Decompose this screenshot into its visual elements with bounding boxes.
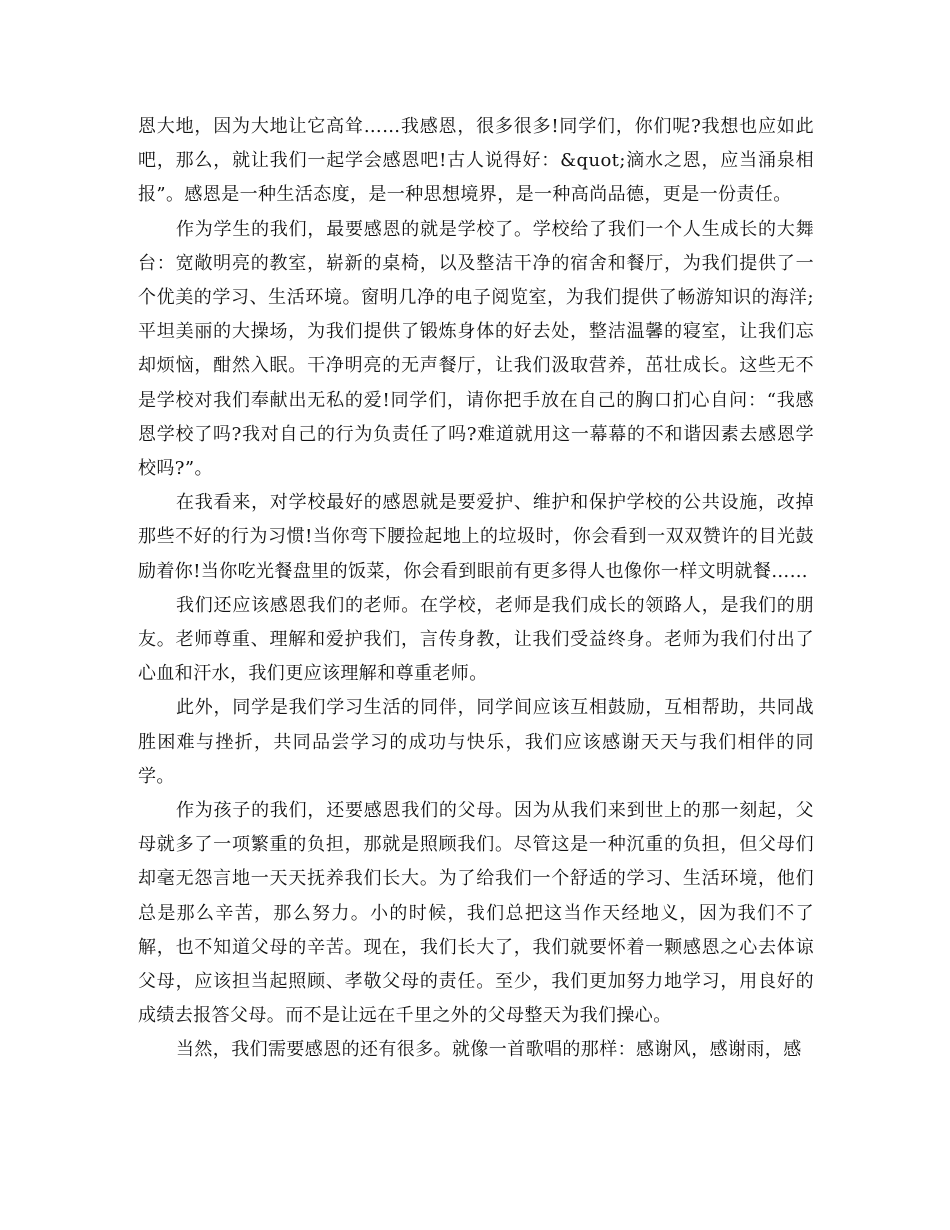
paragraph: 作为孩子的我们，还要感恩我们的父母。因为从我们来到世上的那一刻起，父母就多了一项繁重的负担，那就是照顾我们。尽管这是一种沉重的负担，但父母们却毫无怨言地一天天抚养我们长大。为了给我们一个舒适的学习、生活环境，他们总是那么辛苦，那么努力。小的时候，我们总把这当作天经地义，因为我们不了解，也不知道父母的辛苦。现在，我们长大了，我们就要怀着一颗感恩之心去体谅父母，应该担当起照顾、孝敬父母的责任。至少，我们更加努力地学习，用良好的成绩去报答父母。而不是让远在千里之外的父母整天为我们操心。	[138, 800, 814, 1027]
document-page	[138, 110, 814, 1068]
paragraph: 恩大地，因为大地让它高耸……我感恩，很多很多!同学们，你们呢?我想也应如此吧，那么，就让我们一起学会感恩吧!古人说得好：&quot;滴水之恩，应当涌泉相报”。感恩是一种生活态度，是一种思想境界，是一种高尚品德，更是一份责任。	[138, 116, 814, 206]
paragraph: 当然，我们需要感恩的还有很多。就像一首歌唱的那样：感谢风，感谢雨，感	[176, 1039, 802, 1061]
paragraph: 我们还应该感恩我们的老师。在学校，老师是我们成长的领路人，是我们的朋友。老师尊重、理解和爱护我们，言传身教，让我们受益终身。老师为我们付出了心血和汗水，我们更应该理解和尊重老师。	[138, 594, 814, 685]
paragraph: 作为学生的我们，最要感恩的就是学校了。学校给了我们一个人生成长的大舞台：宽敞明亮的教室，崭新的桌椅，以及整洁干净的宿舍和餐厅，为我们提供了一个优美的学习、生活环境。窗明几净的电子阅览室，为我们提供了畅游知识的海洋;平坦美丽的大操场，为我们提供了锻炼身体的好去处，整洁温馨的寝室，让我们忘却烦恼，酣然入眠。干净明亮的无声餐厅，让我们汲取营养，茁壮成长。这些无不是学校对我们奉献出无私的爱!同学们，请你把手放在自己的胸口扪心自问：“我感恩学校了吗?我对自己的行为负责任了吗?难道就用这一幕幕的不和谐因素去感恩学校吗?”。	[138, 218, 814, 480]
paragraph: 在我看来，对学校最好的感恩就是要爱护、维护和保护学校的公共设施，改掉那些不好的行为习惯!当你弯下腰捡起地上的垃圾时，你会看到一双双赞许的目光鼓励着你!当你吃光餐盘里的饭菜，你会看到眼前有更多得人也像你一样文明就餐……	[138, 492, 814, 582]
paragraph: 此外，同学是我们学习生活的同伴，同学间应该互相鼓励，互相帮助，共同战胜困难与挫折，共同品尝学习的成功与快乐，我们应该感谢天天与我们相伴的同学。	[138, 697, 814, 787]
